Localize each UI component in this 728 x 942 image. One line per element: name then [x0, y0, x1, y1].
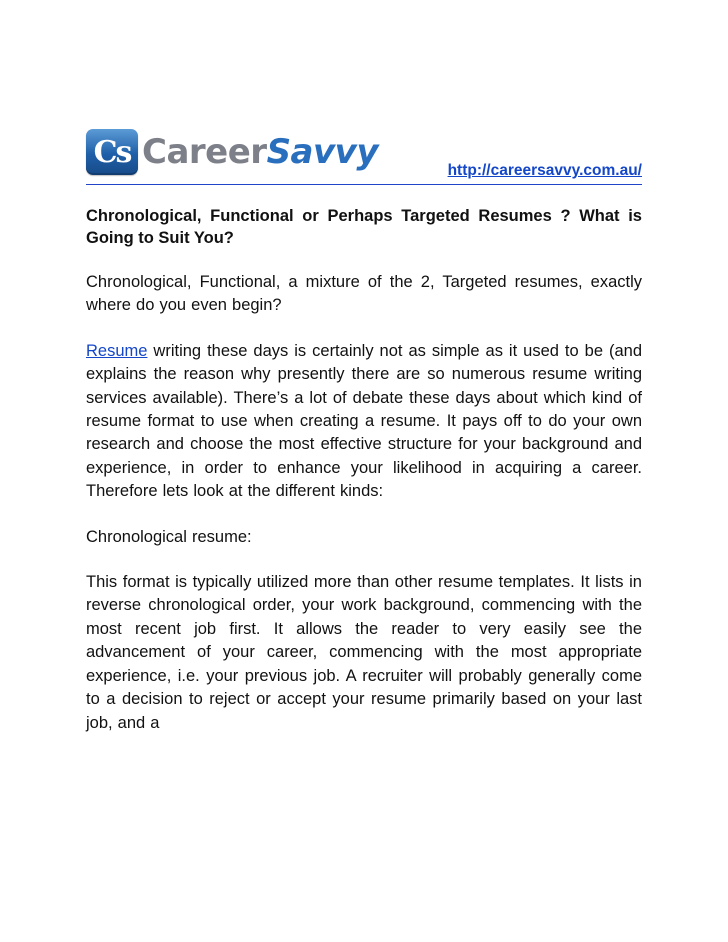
logo-word-savvy: Savvy	[266, 132, 378, 172]
logo-word-career: Career	[142, 132, 267, 172]
document-title: Chronological, Functional or Perhaps Targeted Resumes ? What is Going to Suit You?	[86, 207, 642, 247]
header-divider	[86, 184, 642, 185]
resume-writing-paragraph-text: writing these days is certainly not as simple as it used to be (and explains the reason why presently there are so numerous resume writing services available). There’s a lot of debate these days about which kind of resume format to use when creating a resume. It pays off to do your own research and choose the most effective structure for your background and experience, in order to enhance your likelihood in acquiring a career. Therefore lets look at the different kinds:	[86, 341, 642, 501]
logo-badge	[86, 129, 138, 175]
logo-wordmark	[142, 132, 378, 172]
intro-paragraph: Chronological, Functional, a mixture of the 2, Targeted resumes, exactly where do you even begin?	[86, 273, 642, 315]
logo-badge-text: Cs	[93, 134, 131, 170]
careersavvy-logo	[86, 128, 378, 176]
resume-writing-paragraph	[86, 340, 642, 504]
website-link[interactable]: http://careersavvy.com.au/	[447, 162, 642, 179]
document-header	[86, 120, 642, 184]
section-heading-chronological: Chronological resume:	[86, 527, 252, 546]
chronological-paragraph: This format is typically utilized more than other resume templates. It lists in reverse chronological order, your work background, commencing with the most recent job first. It allows the reader to very easily see the advancement of your career, commencing with the most appropriate experience, i.e. your previous job. A recruiter will probably generally come to a decision to reject or accept your resume primarily based on your last job, and a	[86, 573, 642, 732]
document-page	[86, 120, 642, 735]
resume-link[interactable]: Resume	[86, 341, 148, 360]
